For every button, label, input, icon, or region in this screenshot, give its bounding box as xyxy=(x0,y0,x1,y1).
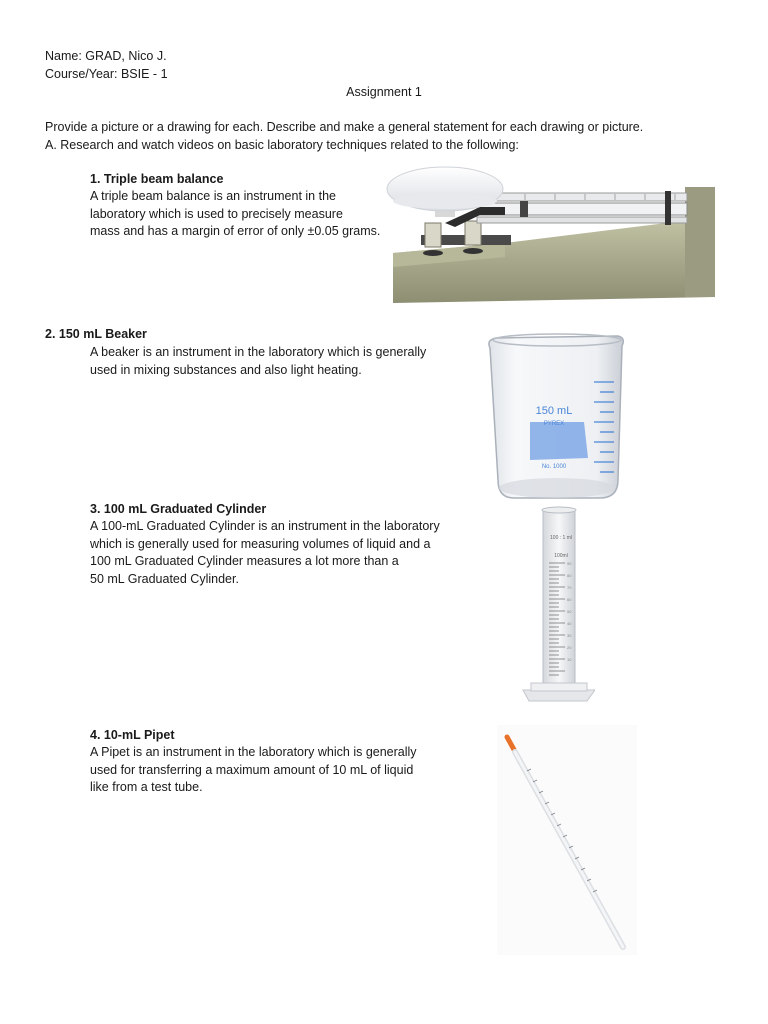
pipet-image xyxy=(497,725,637,955)
item-3-text: 50 mL Graduated Cylinder. xyxy=(90,572,239,586)
item-2-text: used in mixing substances and also light heating. xyxy=(90,363,362,377)
svg-text:20: 20 xyxy=(567,645,572,650)
item-3-text: A 100-mL Graduated Cylinder is an instrument in the laboratory xyxy=(90,519,440,533)
item-3-text: which is generally used for measuring volumes of liquid and a xyxy=(90,537,431,551)
triple-beam-balance-image xyxy=(385,165,720,305)
cylinder-label-top: 100 : 1 ml xyxy=(550,535,572,541)
graduated-cylinder-image xyxy=(515,505,595,705)
item-4-heading: 4. 10-mL Pipet xyxy=(90,728,175,742)
svg-text:90: 90 xyxy=(567,561,572,566)
svg-text:40: 40 xyxy=(567,621,572,626)
cylinder-label-volume: 100ml xyxy=(554,553,568,559)
instruction-line-1: Provide a picture or a drawing for each. Describe and make a general statement for each drawing or picture. xyxy=(45,120,644,134)
svg-text:10: 10 xyxy=(567,657,572,662)
svg-text:70: 70 xyxy=(567,585,572,590)
item-1-text: mass and has a margin of error of only ±0.05 grams. xyxy=(90,224,381,238)
instruction-line-2: A. Research and watch videos on basic laboratory techniques related to the following: xyxy=(45,138,519,152)
item-4-text: like from a test tube. xyxy=(90,780,203,794)
item-2-text: A beaker is an instrument in the laboratory which is generally xyxy=(90,345,427,359)
svg-text:60: 60 xyxy=(567,597,572,602)
item-1-text: laboratory which is used to precisely measure xyxy=(90,207,343,221)
item-2-heading: 2. 150 mL Beaker xyxy=(45,327,147,341)
svg-text:30: 30 xyxy=(567,633,572,638)
beaker-model-label: No. 1000 xyxy=(541,464,567,470)
svg-text:50: 50 xyxy=(567,609,572,614)
item-4-text: used for transferring a maximum amount of 10 mL of liquid xyxy=(90,763,414,777)
item-4-text: A Pipet is an instrument in the laboratory which is generally xyxy=(90,745,417,759)
student-name: Name: GRAD, Nico J. xyxy=(45,49,167,63)
assignment-title: Assignment 1 xyxy=(346,85,422,99)
beaker-volume-label: 150 mL xyxy=(535,405,573,417)
beaker-image xyxy=(482,330,632,505)
beaker-brand-label: PYREX xyxy=(543,421,565,427)
item-1-text: A triple beam balance is an instrument in the xyxy=(90,189,336,203)
svg-text:80: 80 xyxy=(567,573,572,578)
item-3-text: 100 mL Graduated Cylinder measures a lot more than a xyxy=(90,554,399,568)
item-1-heading: 1. Triple beam balance xyxy=(90,172,224,186)
course-year: Course/Year: BSIE - 1 xyxy=(45,67,168,81)
item-3-heading: 3. 100 mL Graduated Cylinder xyxy=(90,502,267,516)
